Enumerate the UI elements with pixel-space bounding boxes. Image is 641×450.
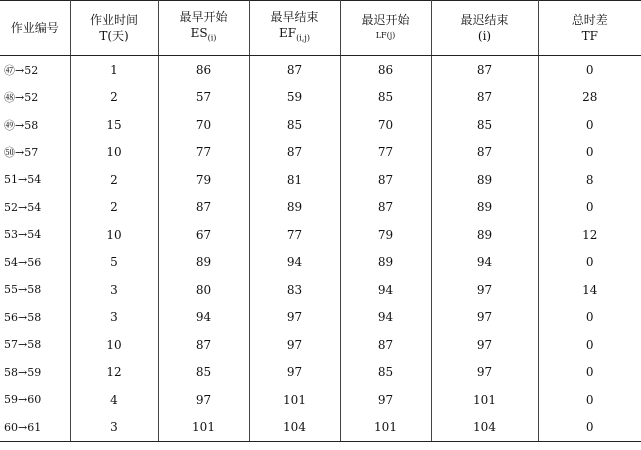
header-symbol: T(天)	[99, 29, 129, 43]
table-row	[0, 139, 641, 167]
cell-es: 70	[158, 111, 249, 139]
header-total-float	[538, 1, 641, 56]
table-row	[0, 414, 641, 442]
cell-lf: 97	[431, 331, 538, 359]
cell-es: 101	[158, 414, 249, 442]
cell-lf: 97	[431, 276, 538, 304]
cell-ls: 70	[340, 111, 431, 139]
cell-tf: 0	[585, 255, 594, 270]
cell-ls: 79	[340, 221, 431, 249]
cell-lf: 85	[431, 111, 538, 139]
cell-job-id: ㊼→52	[0, 56, 70, 84]
cell-job-id: 56→58	[0, 304, 70, 332]
cell-lf: 94	[431, 249, 538, 277]
table-row	[0, 84, 641, 112]
cell-es: 85	[158, 359, 249, 387]
table-row	[0, 166, 641, 194]
header-label: 最迟结束	[460, 13, 509, 27]
cell-duration: 10	[70, 139, 158, 167]
cell-ef: 101	[249, 386, 340, 414]
cell-job-id: 60→61	[0, 414, 70, 442]
table-header	[0, 1, 641, 56]
cell-job-id: 59→60	[0, 386, 70, 414]
cell-job-id: 58→59	[0, 359, 70, 387]
cell-ef: 77	[249, 221, 340, 249]
cell-job-id: 55→58	[0, 276, 70, 304]
cell-ef: 97	[249, 331, 340, 359]
header-symbol: LF(j)	[375, 31, 396, 40]
table-row	[0, 304, 641, 332]
cell-ls: 85	[340, 84, 431, 112]
table-row	[0, 194, 641, 222]
table-row	[0, 56, 641, 84]
cell-duration: 10	[70, 221, 158, 249]
cell-es: 86	[158, 56, 249, 84]
cell-job-id: ㊽→52	[0, 84, 70, 112]
cell-ef: 85	[249, 111, 340, 139]
cell-ls: 94	[340, 304, 431, 332]
header-symbol-sub: (i)	[207, 33, 217, 43]
cell-job-id: 51→54	[0, 166, 70, 194]
header-label: 最早结束	[270, 10, 319, 25]
cell-job-id: 54→56	[0, 249, 70, 277]
cell-job-id: ㊿→57	[0, 139, 70, 167]
cell-es: 87	[158, 194, 249, 222]
cell-tf: 0	[585, 200, 594, 215]
header-label: 最早开始	[179, 10, 228, 25]
cell-duration: 4	[70, 386, 158, 414]
cell-lf: 97	[431, 304, 538, 332]
cell-tf: 0	[585, 117, 594, 132]
cell-ls: 86	[340, 56, 431, 84]
cell-duration: 2	[70, 84, 158, 112]
header-symbol: TF	[581, 29, 598, 43]
cell-ef: 83	[249, 276, 340, 304]
cell-duration: 2	[70, 194, 158, 222]
table-row	[0, 386, 641, 414]
cell-es: 94	[158, 304, 249, 332]
header-earliest-finish	[249, 1, 340, 56]
cell-duration: 15	[70, 111, 158, 139]
cell-tf: 12	[582, 227, 598, 242]
cell-ls: 77	[340, 139, 431, 167]
cell-es: 87	[158, 331, 249, 359]
cell-es: 79	[158, 166, 249, 194]
cell-es: 89	[158, 249, 249, 277]
cell-tf: 0	[585, 365, 594, 380]
cell-job-id: 52→54	[0, 194, 70, 222]
cell-duration: 5	[70, 249, 158, 277]
cell-duration: 3	[70, 304, 158, 332]
header-symbol	[159, 25, 249, 46]
cell-lf: 89	[431, 166, 538, 194]
cell-ef: 89	[249, 194, 340, 222]
cell-duration: 1	[70, 56, 158, 84]
cell-tf: 14	[582, 282, 598, 297]
cell-lf: 101	[431, 386, 538, 414]
cell-tf: 0	[538, 414, 641, 442]
table-row	[0, 359, 641, 387]
cell-duration: 2	[70, 166, 158, 194]
cell-job-id: 57→58	[0, 331, 70, 359]
cell-duration: 12	[70, 359, 158, 387]
cell-ls: 94	[340, 276, 431, 304]
cell-ls: 87	[340, 331, 431, 359]
cell-tf: 0	[585, 62, 594, 77]
cell-es: 80	[158, 276, 249, 304]
cell-lf: 87	[431, 139, 538, 167]
cell-es: 67	[158, 221, 249, 249]
cell-duration: 3	[70, 276, 158, 304]
cell-ef: 87	[249, 56, 340, 84]
cell-tf: 0	[585, 145, 594, 160]
cell-lf: 89	[431, 194, 538, 222]
cell-lf: 97	[431, 359, 538, 387]
header-row	[0, 1, 641, 56]
cell-ef: 104	[249, 414, 340, 442]
header-symbol-sub: (i,j)	[296, 33, 310, 43]
cell-es: 57	[158, 84, 249, 112]
cell-lf: 89	[431, 221, 538, 249]
header-label: 作业编号	[10, 21, 59, 35]
cell-ls: 87	[340, 166, 431, 194]
header-latest-finish	[431, 1, 538, 56]
header-label: 总时差	[571, 13, 608, 27]
header-latest-start	[340, 1, 431, 56]
cell-ef: 59	[249, 84, 340, 112]
cell-ef: 94	[249, 249, 340, 277]
cell-ef: 97	[249, 304, 340, 332]
cell-es: 77	[158, 139, 249, 167]
cell-ls: 101	[340, 414, 431, 442]
header-symbol-main: ES	[190, 26, 208, 41]
header-duration	[70, 1, 158, 56]
header-label: 作业时间	[89, 13, 138, 27]
cell-duration: 3	[70, 414, 158, 442]
cell-ef: 81	[249, 166, 340, 194]
header-symbol-main: EF	[279, 26, 297, 41]
cell-tf: 0	[585, 392, 594, 407]
table-row	[0, 249, 641, 277]
cell-ef: 87	[249, 139, 340, 167]
cell-job-id: ㊾→58	[0, 111, 70, 139]
table-row	[0, 221, 641, 249]
cell-es: 97	[158, 386, 249, 414]
header-label: 最迟开始	[361, 13, 410, 27]
cell-duration: 10	[70, 331, 158, 359]
cell-ls: 97	[340, 386, 431, 414]
cell-ls: 89	[340, 249, 431, 277]
header-symbol	[250, 25, 340, 46]
table-row	[0, 331, 641, 359]
header-job-id	[0, 1, 70, 56]
cell-tf: 0	[585, 337, 594, 352]
cell-ls: 85	[340, 359, 431, 387]
table-row	[0, 111, 641, 139]
header-earliest-start	[158, 1, 249, 56]
cell-lf: 87	[431, 56, 538, 84]
table-row	[0, 276, 641, 304]
cell-lf: 87	[431, 84, 538, 112]
cell-ef: 97	[249, 359, 340, 387]
cell-tf: 28	[582, 90, 598, 105]
cell-lf: 104	[431, 414, 538, 442]
table-body	[0, 56, 641, 442]
cell-job-id: 53→54	[0, 221, 70, 249]
cell-ls: 87	[340, 194, 431, 222]
header-symbol: (i)	[477, 29, 492, 43]
cell-tf: 0	[585, 310, 594, 325]
cell-tf: 8	[585, 172, 594, 187]
